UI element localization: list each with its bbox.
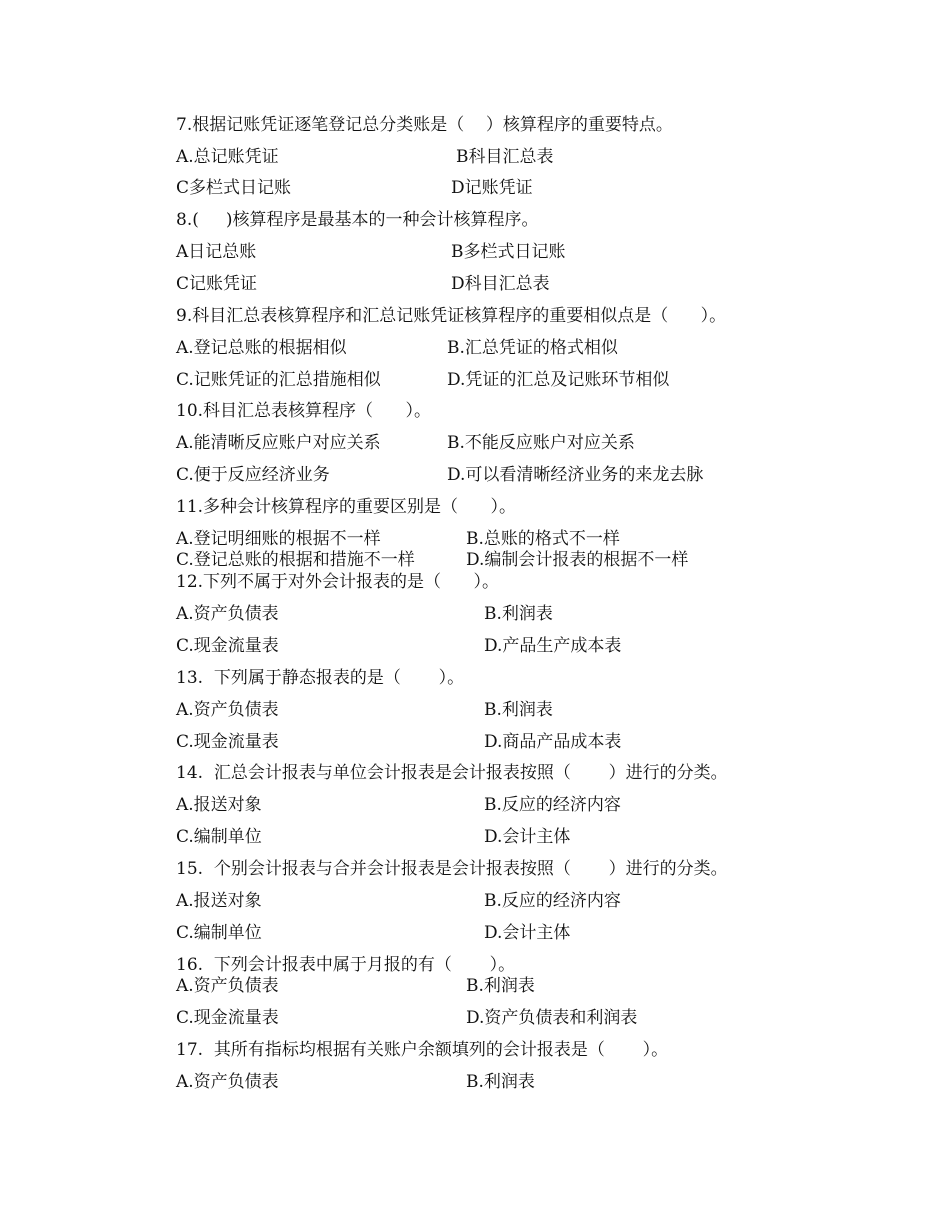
option-b: B科目汇总表 — [456, 147, 554, 167]
option-c: C.编制单位 — [176, 827, 262, 847]
question-8: 8.( )核算程序是最基本的一种会计核算程序。 — [176, 210, 539, 230]
option-b: B.利润表 — [484, 700, 553, 720]
option-c: C.编制单位 — [176, 923, 262, 943]
option-c: C.登记总账的根据和措施不一样 — [176, 550, 415, 570]
question-17: 17. 其所有指标均根据有关账户余额填列的会计报表是（ ）。 — [176, 1040, 669, 1060]
option-a: A.资产负债表 — [176, 604, 279, 624]
option-d: D.产品生产成本表 — [484, 636, 622, 656]
option-d: D科目汇总表 — [451, 274, 550, 294]
option-c: C多栏式日记账 — [176, 178, 292, 198]
option-c: C.便于反应经济业务 — [176, 465, 330, 485]
option-a: A.报送对象 — [176, 795, 262, 815]
question-11: 11.多种会计核算程序的重要区别是（ ）。 — [176, 497, 516, 517]
option-c: C.记账凭证的汇总措施相似 — [176, 370, 381, 390]
option-b: B.总账的格式不一样 — [466, 529, 620, 549]
question-14: 14. 汇总会计报表与单位会计报表是会计报表按照（ ）进行的分类。 — [176, 763, 728, 783]
option-a: A.资产负债表 — [176, 700, 279, 720]
option-b: B.反应的经济内容 — [484, 795, 621, 815]
option-c: C.现金流量表 — [176, 1008, 279, 1028]
question-10: 10.科目汇总表核算程序（ ）。 — [176, 401, 431, 421]
question-13: 13. 下列属于静态报表的是（ ）。 — [176, 668, 465, 688]
option-a: A.报送对象 — [176, 891, 262, 911]
option-b: B.利润表 — [466, 1072, 535, 1092]
option-b: B.反应的经济内容 — [484, 891, 621, 911]
option-a: A.资产负债表 — [176, 1072, 279, 1092]
option-b: B.不能反应账户对应关系 — [447, 433, 635, 453]
question-16: 16. 下列会计报表中属于月报的有（ ）。 — [176, 955, 516, 975]
option-a: A.总记账凭证 — [176, 147, 279, 167]
question-9: 9.科目汇总表核算程序和汇总记账凭证核算程序的重要相似点是（ ）。 — [176, 306, 727, 326]
option-d: D.会计主体 — [484, 827, 571, 847]
option-a: A.资产负债表 — [176, 976, 279, 996]
option-b: B.汇总凭证的格式相似 — [447, 338, 618, 358]
option-d: D.可以看清晰经济业务的来龙去脉 — [447, 465, 704, 485]
question-12: 12.下列不属于对外会计报表的是（ ）。 — [176, 572, 499, 592]
option-c: C.现金流量表 — [176, 732, 279, 752]
option-d: D记账凭证 — [451, 178, 533, 198]
option-d: D.资产负债表和利润表 — [466, 1008, 638, 1028]
question-7: 7.根据记账凭证逐笔登记总分类账是（ ）核算程序的重要特点。 — [176, 115, 673, 135]
option-d: D.会计主体 — [484, 923, 571, 943]
option-c: C记账凭证 — [176, 274, 258, 294]
option-d: D.编制会计报表的根据不一样 — [466, 550, 689, 570]
option-d: D.商品产品成本表 — [484, 732, 622, 752]
option-a: A.能清晰反应账户对应关系 — [176, 433, 381, 453]
question-15: 15. 个别会计报表与合并会计报表是会计报表按照（ ）进行的分类。 — [176, 859, 728, 879]
option-b: B.利润表 — [484, 604, 553, 624]
option-b: B多栏式日记账 — [451, 242, 566, 262]
option-a: A日记总账 — [176, 242, 257, 262]
option-a: A.登记总账的根据相似 — [176, 338, 347, 358]
option-b: B.利润表 — [466, 976, 535, 996]
option-d: D.凭证的汇总及记账环节相似 — [447, 370, 670, 390]
option-c: C.现金流量表 — [176, 636, 279, 656]
option-a: A.登记明细账的根据不一样 — [176, 529, 381, 549]
